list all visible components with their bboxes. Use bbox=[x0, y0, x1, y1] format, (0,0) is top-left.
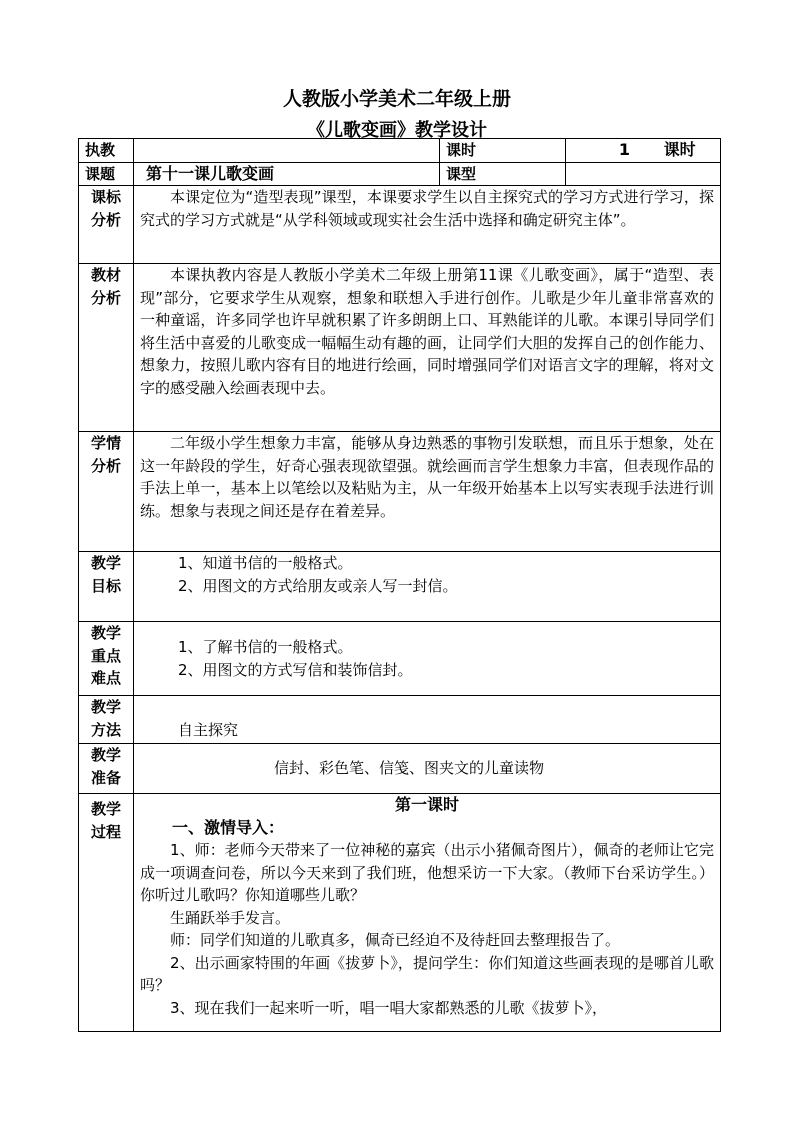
material-content bbox=[134, 264, 721, 432]
method-content bbox=[134, 696, 721, 744]
teacher-label: 执教 bbox=[79, 139, 134, 163]
students-text: 二年级小学生想象力丰富，能够从身边熟悉的事物引发联想，而且乐于想象，处在这一年龄段的学生，好奇心强表现欲望强。就绘画而言学生想象力丰富，但表现作品的手法上单一，基本上以笔绘以及粘贴为主，从一年级开始基本上以写实表现手法进行训练。想象与表现之间还是存在着差异。 bbox=[140, 434, 714, 520]
topic-label: 课题 bbox=[79, 162, 134, 186]
row-standard bbox=[79, 186, 721, 264]
hours-value: 1 bbox=[618, 140, 630, 159]
material-text: 本课执教内容是人教版小学美术二年级上册第11课《儿歌变画》，属于“造型、表现”部分，它要求学生从观察，想象和联想入手进行创作。儿歌是少年儿童非常喜欢的一种童谣，许多同学也许早就积累了许多朗朗上口、耳熟能详的儿歌。本课引导同学们将生活中喜爱的儿歌变成一幅幅生动有趣的画，让同学们大胆的发挥自己的创作能力、想象力，按照儿歌内容有目的地进行绘画，同时增强同学们对语言文字的理解，将对文字的感受融入绘画表现中去。 bbox=[140, 266, 714, 397]
type-value bbox=[566, 162, 721, 186]
standard-content bbox=[134, 186, 721, 264]
goals-content bbox=[134, 552, 721, 622]
process-paragraph: 2、出示画家特围的年画《拔萝卜》，提问学生：你们知道这些画表现的是哪首儿歌吗？ bbox=[140, 953, 714, 994]
keypoints-content bbox=[134, 622, 721, 696]
process-content bbox=[134, 794, 721, 1032]
header-row-teacher bbox=[79, 139, 721, 163]
keypoint-item: 1、了解书信的一般格式。 bbox=[178, 638, 353, 656]
row-process bbox=[79, 794, 721, 1032]
prep-text: 信封、彩色笔、信笺、图夹文的儿童读物 bbox=[134, 744, 721, 794]
method-text: 自主探究 bbox=[178, 720, 239, 739]
prep-label: 教学准备 bbox=[79, 744, 134, 794]
row-material bbox=[79, 264, 721, 432]
row-prep bbox=[79, 744, 721, 794]
header-row-topic bbox=[79, 162, 721, 186]
lesson-plan-table bbox=[78, 138, 721, 1032]
standard-label: 课标分析 bbox=[79, 186, 134, 264]
process-label: 教学过程 bbox=[79, 794, 134, 1032]
row-goals bbox=[79, 552, 721, 622]
topic-value: 第十一课儿歌变画 bbox=[134, 162, 440, 186]
row-keypoints bbox=[79, 622, 721, 696]
material-label: 教材分析 bbox=[79, 264, 134, 432]
document-subtitle: 《儿歌变画》教学设计 bbox=[307, 120, 487, 141]
row-students bbox=[79, 432, 721, 552]
hours-label: 课时 bbox=[440, 139, 566, 163]
goals-label: 教学目标 bbox=[79, 552, 134, 622]
students-content bbox=[134, 432, 721, 552]
teacher-value bbox=[134, 139, 440, 163]
process-paragraph: 师：同学们知道的儿歌真多，佩奇已经迫不及待赶回去整理报告了。 bbox=[170, 931, 621, 949]
process-paragraph: 1、师：老师今天带来了一位神秘的嘉宾（出示小猪佩奇图片），佩奇的老师让它完成一项调查问卷，所以今天来到了我们班，他想采访一下大家。（教师下台采访学生。）你听过儿歌吗？你知道哪些儿歌？ bbox=[140, 841, 714, 904]
row-method bbox=[79, 696, 721, 744]
goal-item: 1、知道书信的一般格式。 bbox=[178, 554, 353, 572]
students-label: 学情分析 bbox=[79, 432, 134, 552]
section-heading: 一、激情导入： bbox=[172, 817, 285, 837]
lesson-title: 第一课时 bbox=[394, 795, 459, 814]
type-label: 课型 bbox=[440, 162, 566, 186]
keypoints-label: 教学重点难点 bbox=[79, 622, 134, 696]
hours-cell bbox=[566, 139, 721, 163]
method-label: 教学方法 bbox=[79, 696, 134, 744]
process-paragraph: 3、现在我们一起来听一听，唱一唱大家都熟悉的儿歌《拔萝卜》， bbox=[170, 998, 608, 1017]
hours-unit: 课时 bbox=[663, 140, 696, 159]
document-title: 人教版小学美术二年级上册 bbox=[282, 88, 511, 110]
keypoint-item: 2、用图文的方式写信和装饰信封。 bbox=[178, 660, 413, 679]
process-paragraph: 生踊跃举手发言。 bbox=[170, 908, 291, 927]
goal-item: 2、用图文的方式给朋友或亲人写一封信。 bbox=[178, 576, 458, 595]
standard-text: 本课定位为“造型表现”课型，本课要求学生以自主探究式的学习方式进行学习，探究式的学习方式就是“从学科领域或现实社会生活中选择和确定研究主体”。 bbox=[140, 188, 714, 229]
